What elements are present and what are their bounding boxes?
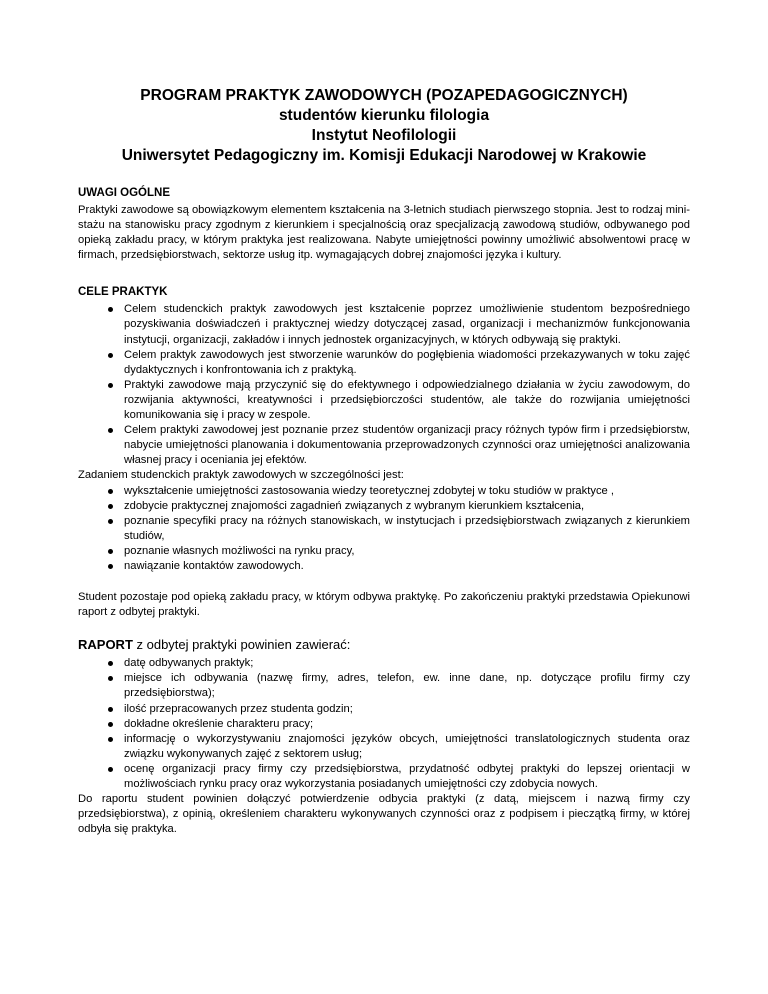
goals-list-item: Celem praktyki zawodowej jest poznanie przez studentów organizacji pracy różnych typów firm i przedsiębiorstw, nabycie umiejętności planowania i dokumentowania przeprowadzonych czynności oraz umiejętności analizowania własnej pracy i oceniania jej efektów. (78, 423, 690, 468)
goals-list-item: Celem praktyk zawodowych jest stworzenie warunków do pogłębienia wiadomości przekazywanych w toku zajęć dydaktycznych i konfrontowania ich z praktyką. (78, 348, 690, 378)
tasks-intro: Zadaniem studenckich praktyk zawodowych w szczególności jest: (78, 469, 404, 482)
report-heading-bold: RAPORT (78, 637, 133, 653)
report-closing: Do raportu student powinien dołączyć potwierdzenie odbycia praktyki (z datą, miejscem i nazwą firmy czy przedsiębiorstwa), z opinią, określeniem charakteru wykonywanych czynności oraz z podpisem i pieczątką firmy, w której odbyła się praktyka. (78, 793, 690, 836)
tasks-list-item: nawiązanie kontaktów zawodowych. (78, 559, 690, 574)
report-list-item: datę odbywanych praktyk; (78, 656, 690, 671)
report-list (78, 656, 690, 792)
report-list-item: miejsce ich odbywania (nazwę firmy, adres, telefon, ew. inne dane, np. dotyczące profilu firmy czy przedsiębiorstwa); (78, 671, 690, 701)
report-heading-rest: z odbytej praktyki powinien zawierać: (132, 637, 351, 653)
title-line-3: Instytut Neofilologii (311, 127, 457, 144)
tasks-list-item: zdobycie praktycznej znajomości zagadnień związanych z wybranym kierunkiem kształcenia, (78, 499, 690, 514)
general-text: Praktyki zawodowe są obowiązkowym elementem kształcenia na 3-letnich studiach pierwszego stopnia. Jest to rodzaj mini-stażu na stanowisku pracy zgodnym z kierunkiem i specjalnością oraz specjalizacją zawodową studiów, odbywanego pod opieką zakładu pracy, w którym praktyka jest realizowana. Nabyte umiejętności powinny umożliwić absolwentowi pracę w firmach, przedsiębiorstwach, sektorze usług itp. wymagających dobrej znajomości języka i kultury. (78, 204, 690, 262)
goals-list-item: Praktyki zawodowe mają przyczynić się do efektywnego i odpowiedzialnego działania w życiu zawodowym, do rozwijania aktywności, kreatywności i przedsiębiorczości studentów, ale także do rozwijania umiejętności komunikowania się i pracy w zespole. (78, 378, 690, 423)
report-list-item: dokładne określenie charakteru pracy; (78, 717, 690, 732)
tasks-list-item: poznanie specyfiki pracy na różnych stanowiskach, w instytucjach i przedsiębiorstwach związanych z kierunkiem studiów, (78, 514, 690, 544)
goals-list-item: Celem studenckich praktyk zawodowych jest kształcenie poprzez umożliwienie studentom bezpośredniego pozyskiwania doświadczeń i praktycznej wiedzy dotyczącej zasad, organizacji i mechanizmów funkcjonowania instytucji, organizacji, zakładów i innych jednostek organizacyjnych, w których odbywają się praktyki. (78, 302, 690, 347)
tasks-list-item: poznanie własnych możliwości na rynku pracy, (78, 544, 690, 559)
tasks-list-item: wykształcenie umiejętności zastosowania wiedzy teoretycznej zdobytej w toku studiów w praktyce , (78, 484, 690, 499)
report-list-item: informację o wykorzystywaniu znajomości języków obcych, umiejętności translatologicznych studenta oraz związku wykonywanych zajęć z sektorem usług; (78, 732, 690, 762)
goals-list (78, 302, 690, 468)
title-line-1: PROGRAM PRAKTYK ZAWODOWYCH (POZAPEDAGOGICZNYCH) (140, 87, 628, 104)
report-list-item: ilość przepracowanych przez studenta godzin; (78, 702, 690, 717)
supervision-text: Student pozostaje pod opieką zakładu pracy, w którym odbywa praktykę. Po zakończeniu praktyki przedstawia Opiekunowi raport z odbytej praktyki. (78, 591, 690, 619)
report-heading (78, 636, 690, 653)
report-list-item: ocenę organizacji pracy firmy czy przedsiębiorstwa, przydatność odbytej praktyki do lepszej orientacji w możliwościach rynku pracy oraz wykorzystania posiadanych umiejętności czy zdobycia nowych. (78, 762, 690, 792)
goals-heading: CELE PRAKTYK (78, 286, 168, 299)
title-line-4: Uniwersytet Pedagogiczny im. Komisji Edukacji Narodowej w Krakowie (121, 147, 647, 164)
title-line-2: studentów kierunku filologia (278, 107, 490, 124)
document-page (78, 86, 690, 837)
general-heading: UWAGI OGÓLNE (78, 187, 170, 199)
tasks-list (78, 484, 690, 575)
